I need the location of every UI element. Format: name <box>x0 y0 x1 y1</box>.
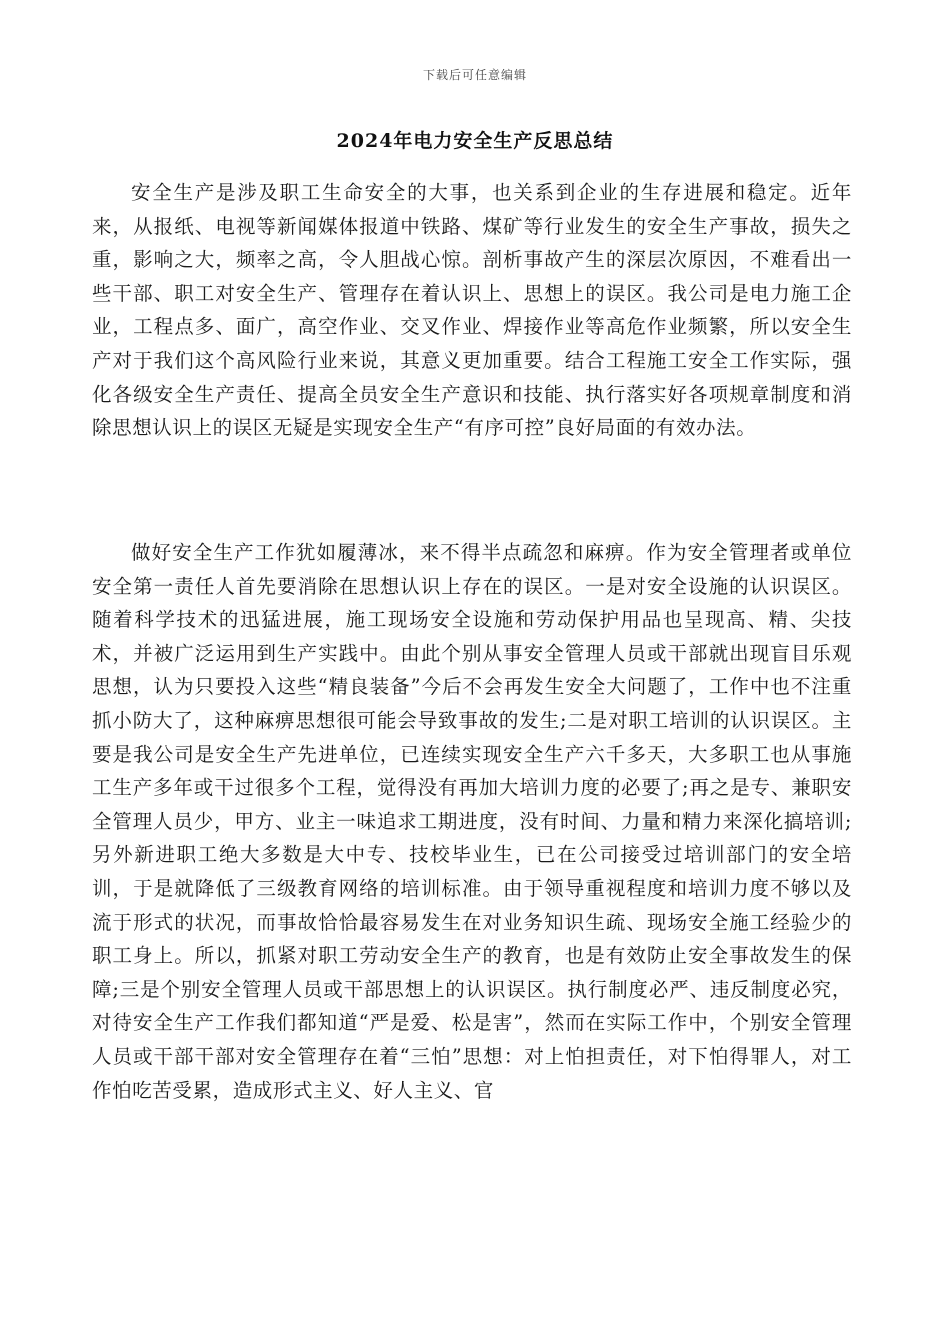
header-note: 下载后可任意编辑 <box>422 68 527 82</box>
paragraph-1: 安全生产是涉及职工生命安全的大事，也关系到企业的生存进展和稳定。近年来，从报纸、电视等新闻媒体报道中铁路、煤矿等行业发生的安全生产事故，损失之重，影响之大，频率之高，令人胆战心惊。剖析事故产生的深层次原因，不难看出一些干部、职工对安全生产、管理存在着认识上、思想上的误区。我公司是电力施工企业，工程点多、面广，高空作业、交叉作业、焊接作业等高危作业频繁，所以安全生产对于我们这个高风险行业来说，其意义更加重要。结合工程施工安全工作实际，强化各级安全生产责任、提高全员安全生产意识和技能、执行落实好各项规章制度和消除思想认识上的误区无疑是实现安全生产“有序可控”良好局面的有效办法。 <box>92 181 852 440</box>
document-title: 2024年电力安全生产反思总结 <box>336 130 614 152</box>
paragraph-2: 做好安全生产工作犹如履薄冰，来不得半点疏忽和麻痹。作为安全管理者或单位安全第一责任人首先要消除在思想认识上存在的误区。一是对安全设施的认识误区。随着科学技术的迅猛进展，施工现场安全设施和劳动保护用品也呈现高、精、尖技术，并被广泛运用到生产实践中。由此个别从事安全管理人员或干部就出现盲目乐观思想，认为只要投入这些“精良装备”今后不会再发生安全大问题了，工作中也不注重抓小防大了，这种麻痹思想很可能会导致事故的发生;二是对职工培训的认识误区。主要是我公司是安全生产先进单位，已连续实现安全生产六千多天，大多职工也从事施工生产多年或干过很多个工程，觉得没有再加大培训力度的必要了;再之是专、兼职安全管理人员少，甲方、业主一味追求工期进度，没有时间、力量和精力来深化搞培训;另外新进职工绝大多数是大中专、技校毕业生，已在公司接受过培训部门的安全培训，于是就降低了三级教育网络的培训标准。由于领导重视程度和培训力度不够以及流于形式的状况，而事故恰恰最容易发生在对业务知识生疏、现场安全施工经验少的职工身上。所以，抓紧对职工劳动安全生产的教育，也是有效防止安全事故发生的保障;三是个别安全管理人员或干部思想上的认识误区。执行制度必严、违反制度必究，对待安全生产工作我们都知道“严是爱、松是害”，然而在实际工作中，个别安全管理人员或干部干部对安全管理存在着“三怕”思想：对上怕担责任，对下怕得罪人，对工作怕吃苦受累，造成形式主义、好人主义、官 <box>92 541 852 1102</box>
